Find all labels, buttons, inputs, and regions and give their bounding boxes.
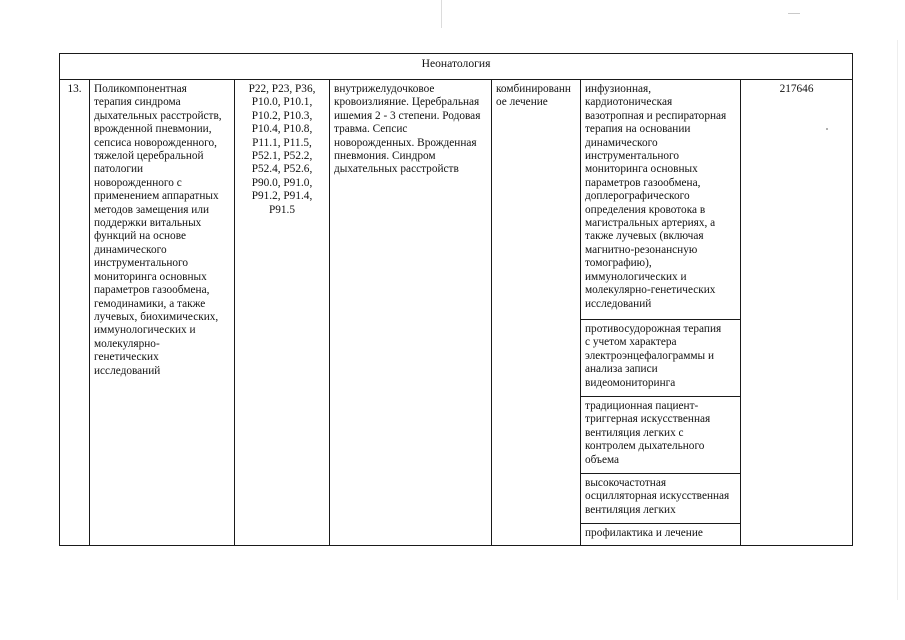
method-cell-anticonvulsant: противосудорожная терапия с учетом характера электроэнцефалограммы и анализа записи видеомониторинга	[581, 320, 741, 397]
row-number: 13.	[60, 80, 90, 546]
section-title: Неонатология	[60, 54, 853, 80]
method-cell-infusion: инфузионная, кардиотоническая вазотропная и респираторная терапия на основании динамического инструментального мониторинга основных параметров газообмена, доплерографического определения кровотока в магистральных артериях, а также лучевых (включая магнитно-резонансную томографию), иммунологических и молекулярно-генетических исследований	[581, 80, 741, 320]
method-cell-prevention: профилактика и лечение	[581, 524, 741, 546]
scan-artifact-dash	[788, 13, 800, 14]
scan-fold-line	[441, 0, 442, 28]
table-row	[60, 80, 853, 320]
patient-model-cell: внутрижелудочковое кровоизлияние. Церебральная ишемия 2 - 3 степени. Родовая травма. Сепсис новорожденных. Врожденная пневмония. Синдром дыхательных расстройств	[330, 80, 492, 546]
care-type-cell: Поликомпонентная терапия синдрома дыхательных расстройств, врожденной пневмонии, сепсиса новорожденного, тяжелой церебральной патологии новорожденного с применением аппаратных методов замещения или поддержки витальных функций на основе динамического инструментального мониторинга основных параметров газообмена, гемодинамики, а также лучевых, биохимических, иммунологических и молекулярно- генетических исследований	[90, 80, 235, 546]
method-cell-ventilation: традиционная пациент- триггерная искусственная вентиляция легких с контролем дыхательного объема	[581, 397, 741, 474]
section-header-row	[60, 54, 853, 80]
care-standards-table	[59, 53, 853, 546]
scan-edge-shadow	[897, 40, 898, 600]
cost-cell: 217646	[741, 80, 853, 546]
treatment-type-cell: комбинированн ое лечение	[492, 80, 581, 546]
icd-codes-cell: P22, P23, P36, P10.0, P10.1, P10.2, P10.3, P10.4, P10.8, P11.1, P11.5, P52.1, P52.2, P52.4, P52.6, P90.0, P91.0, P91.2, P91.4, P91.5	[235, 80, 330, 546]
method-cell-hf-ventilation: высокочастотная осцилляторная искусственная вентиляция легких	[581, 474, 741, 524]
